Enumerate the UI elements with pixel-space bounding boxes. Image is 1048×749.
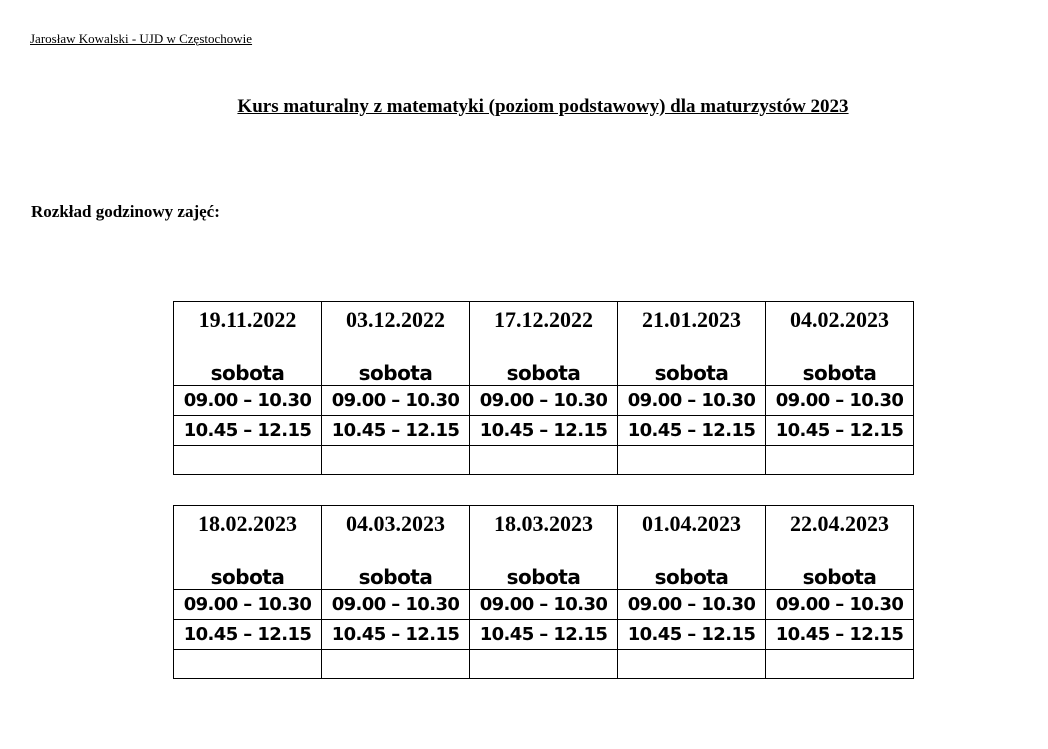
slot-row-1 <box>174 590 914 620</box>
weekday: sobota <box>358 565 433 589</box>
empty-cell <box>322 650 470 679</box>
date-row <box>174 506 914 590</box>
empty-cell <box>766 446 914 475</box>
date-row <box>174 302 914 386</box>
weekday: sobota <box>506 361 581 385</box>
empty-cell <box>174 650 322 679</box>
date-cell <box>174 302 322 386</box>
time-slot: 09.00 – 10.30 <box>766 590 914 620</box>
empty-cell <box>618 446 766 475</box>
schedule-heading: Rozkład godzinowy zajęć: <box>31 202 220 221</box>
time-slot: 10.45 – 12.15 <box>618 620 766 650</box>
time-slot: 10.45 – 12.15 <box>618 416 766 446</box>
weekday: sobota <box>654 565 729 589</box>
document-title: Kurs maturalny z matematyki (poziom podstawowy) dla maturzystów 2023 <box>237 96 849 117</box>
date-cell <box>766 506 914 590</box>
date: 19.11.2022 <box>198 307 297 332</box>
empty-cell <box>174 446 322 475</box>
time-slot: 09.00 – 10.30 <box>470 590 618 620</box>
slot-row-2 <box>174 416 914 446</box>
empty-cell <box>470 446 618 475</box>
time-slot: 09.00 – 10.30 <box>618 386 766 416</box>
time-slot: 10.45 – 12.15 <box>766 620 914 650</box>
weekday: sobota <box>802 565 877 589</box>
date-cell <box>618 302 766 386</box>
time-slot: 09.00 – 10.30 <box>322 590 470 620</box>
time-slot: 09.00 – 10.30 <box>174 386 322 416</box>
date: 18.02.2023 <box>198 511 297 536</box>
time-slot: 09.00 – 10.30 <box>766 386 914 416</box>
empty-row <box>174 446 914 475</box>
date: 22.04.2023 <box>790 511 889 536</box>
time-slot: 09.00 – 10.30 <box>618 590 766 620</box>
empty-cell <box>470 650 618 679</box>
time-slot: 10.45 – 12.15 <box>322 416 470 446</box>
slot-row-2 <box>174 620 914 650</box>
date: 03.12.2022 <box>346 307 445 332</box>
weekday: sobota <box>506 565 581 589</box>
date-cell <box>470 302 618 386</box>
time-slot: 10.45 – 12.15 <box>470 620 618 650</box>
weekday: sobota <box>210 565 285 589</box>
date: 17.12.2022 <box>494 307 593 332</box>
time-slot: 10.45 – 12.15 <box>322 620 470 650</box>
schedule-table-2 <box>173 505 914 679</box>
date-cell <box>322 302 470 386</box>
slot-row-1 <box>174 386 914 416</box>
date: 04.03.2023 <box>346 511 445 536</box>
date: 18.03.2023 <box>494 511 593 536</box>
time-slot: 09.00 – 10.30 <box>322 386 470 416</box>
weekday: sobota <box>802 361 877 385</box>
date-cell <box>766 302 914 386</box>
date-cell <box>322 506 470 590</box>
author-line: Jarosław Kowalski - UJD w Częstochowie <box>30 31 253 46</box>
weekday: sobota <box>358 361 433 385</box>
weekday: sobota <box>210 361 285 385</box>
time-slot: 09.00 – 10.30 <box>470 386 618 416</box>
date: 04.02.2023 <box>790 307 889 332</box>
time-slot: 10.45 – 12.15 <box>174 620 322 650</box>
time-slot: 10.45 – 12.15 <box>470 416 618 446</box>
empty-cell <box>766 650 914 679</box>
time-slot: 10.45 – 12.15 <box>174 416 322 446</box>
schedule-table-1 <box>173 301 914 475</box>
empty-cell <box>618 650 766 679</box>
date: 21.01.2023 <box>642 307 741 332</box>
time-slot: 09.00 – 10.30 <box>174 590 322 620</box>
date: 01.04.2023 <box>642 511 741 536</box>
date-cell <box>618 506 766 590</box>
weekday: sobota <box>654 361 729 385</box>
empty-row <box>174 650 914 679</box>
date-cell <box>174 506 322 590</box>
date-cell <box>470 506 618 590</box>
time-slot: 10.45 – 12.15 <box>766 416 914 446</box>
empty-cell <box>322 446 470 475</box>
